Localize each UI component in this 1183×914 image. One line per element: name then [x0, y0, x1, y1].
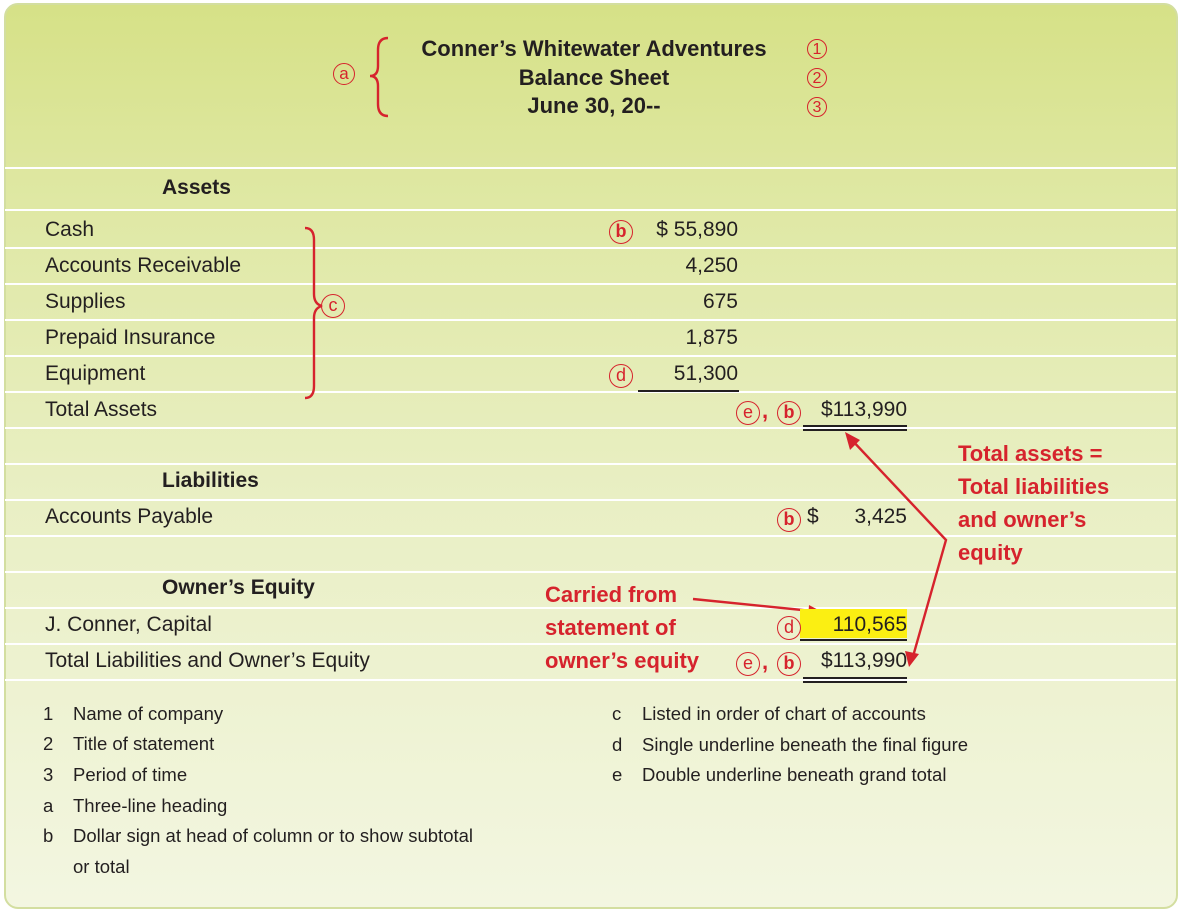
note-text: Name of company — [73, 703, 224, 724]
callout-line: Total liabilities — [958, 474, 1110, 499]
callout-line: owner’s equity — [545, 648, 700, 673]
equality-arrow-head-bottom — [905, 651, 919, 667]
company-name: Conner’s Whitewater Adventures — [421, 36, 767, 61]
note-key: a — [43, 795, 54, 816]
asset-amount: $ 55,890 — [656, 218, 738, 241]
note-item — [43, 764, 187, 786]
note-text: Three-line heading — [73, 795, 228, 816]
note-item — [612, 703, 926, 725]
note-item — [612, 764, 946, 786]
note-key: b — [43, 825, 54, 846]
marker-b: b — [777, 652, 801, 676]
callout-line: Total assets = — [958, 441, 1103, 466]
double-underline — [803, 681, 907, 683]
marker-d: d — [777, 616, 801, 640]
asset-label: Equipment — [45, 362, 146, 385]
note-item — [43, 856, 130, 878]
marker-1: 1 — [807, 39, 827, 59]
heading-brace — [370, 38, 388, 116]
statement-date: June 30, 20-- — [527, 93, 661, 118]
note-key: 3 — [43, 764, 54, 785]
note-item — [43, 703, 223, 725]
note-item — [612, 734, 968, 756]
note-key: 1 — [43, 703, 54, 724]
equity-amount: 110,565 — [832, 613, 907, 636]
double-underline — [803, 677, 907, 679]
marker-comma: , — [762, 649, 769, 674]
marker-3: 3 — [807, 97, 827, 117]
note-text: or total — [73, 856, 130, 877]
assets-brace — [305, 228, 322, 398]
marker-2: 2 — [807, 68, 827, 88]
callout-line: and owner’s — [958, 507, 1087, 532]
total-liab-equity-amount: $113,990 — [820, 649, 907, 672]
statement-title: Balance Sheet — [518, 65, 670, 90]
equity-heading: Owner’s Equity — [162, 576, 315, 599]
callout-line: statement of — [545, 615, 676, 640]
liability-amount: 3,425 — [854, 505, 907, 528]
equality-callout — [958, 437, 1109, 569]
carried-callout — [545, 578, 699, 677]
liabilities-heading: Liabilities — [162, 469, 259, 492]
note-item — [43, 795, 227, 817]
marker-e: e — [736, 652, 760, 676]
note-text: Single underline beneath the final figure — [642, 734, 969, 755]
note-item — [43, 825, 473, 847]
asset-label: Supplies — [45, 290, 126, 313]
single-underline — [800, 639, 907, 641]
asset-label: Cash — [45, 218, 95, 241]
marker-b: b — [777, 508, 801, 532]
asset-amount: 1,875 — [685, 326, 738, 349]
note-key: c — [612, 703, 622, 724]
marker-d: d — [609, 364, 633, 388]
asset-label: Prepaid Insurance — [45, 326, 216, 349]
note-text: Listed in order of chart of accounts — [642, 703, 926, 724]
marker-e: e — [736, 401, 760, 425]
asset-amount: 51,300 — [673, 362, 738, 385]
liability-label: Accounts Payable — [45, 505, 214, 528]
marker-c: c — [321, 294, 345, 318]
callout-line: equity — [958, 540, 1023, 565]
equity-label: J. Conner, Capital — [45, 613, 212, 636]
asset-label: Accounts Receivable — [45, 254, 242, 277]
marker-b: b — [609, 220, 633, 244]
note-text: Double underline beneath grand total — [642, 764, 947, 785]
liability-dollar-sign: $ — [807, 505, 819, 528]
marker-comma: , — [762, 398, 769, 423]
total-liab-equity-label: Total Liabilities and Owner’s Equity — [45, 649, 370, 672]
marker-a: a — [333, 63, 355, 85]
double-underline — [803, 429, 907, 431]
note-key: e — [612, 764, 623, 785]
double-underline — [803, 425, 907, 427]
marker-b: b — [777, 401, 801, 425]
callout-line: Carried from — [545, 582, 678, 607]
note-text: Dollar sign at head of column or to show subtotal — [73, 825, 474, 846]
note-key: 2 — [43, 733, 54, 754]
assets-heading: Assets — [162, 176, 231, 199]
note-text: Period of time — [73, 764, 188, 785]
note-item — [43, 733, 214, 755]
total-assets-label: Total Assets — [45, 398, 158, 421]
carried-arrow-line — [693, 599, 812, 611]
note-key: d — [612, 734, 623, 755]
total-assets-amount: $113,990 — [820, 398, 907, 421]
single-underline — [638, 390, 739, 392]
note-text: Title of statement — [73, 733, 215, 754]
asset-amount: 675 — [702, 290, 738, 313]
asset-amount: 4,250 — [685, 254, 738, 277]
